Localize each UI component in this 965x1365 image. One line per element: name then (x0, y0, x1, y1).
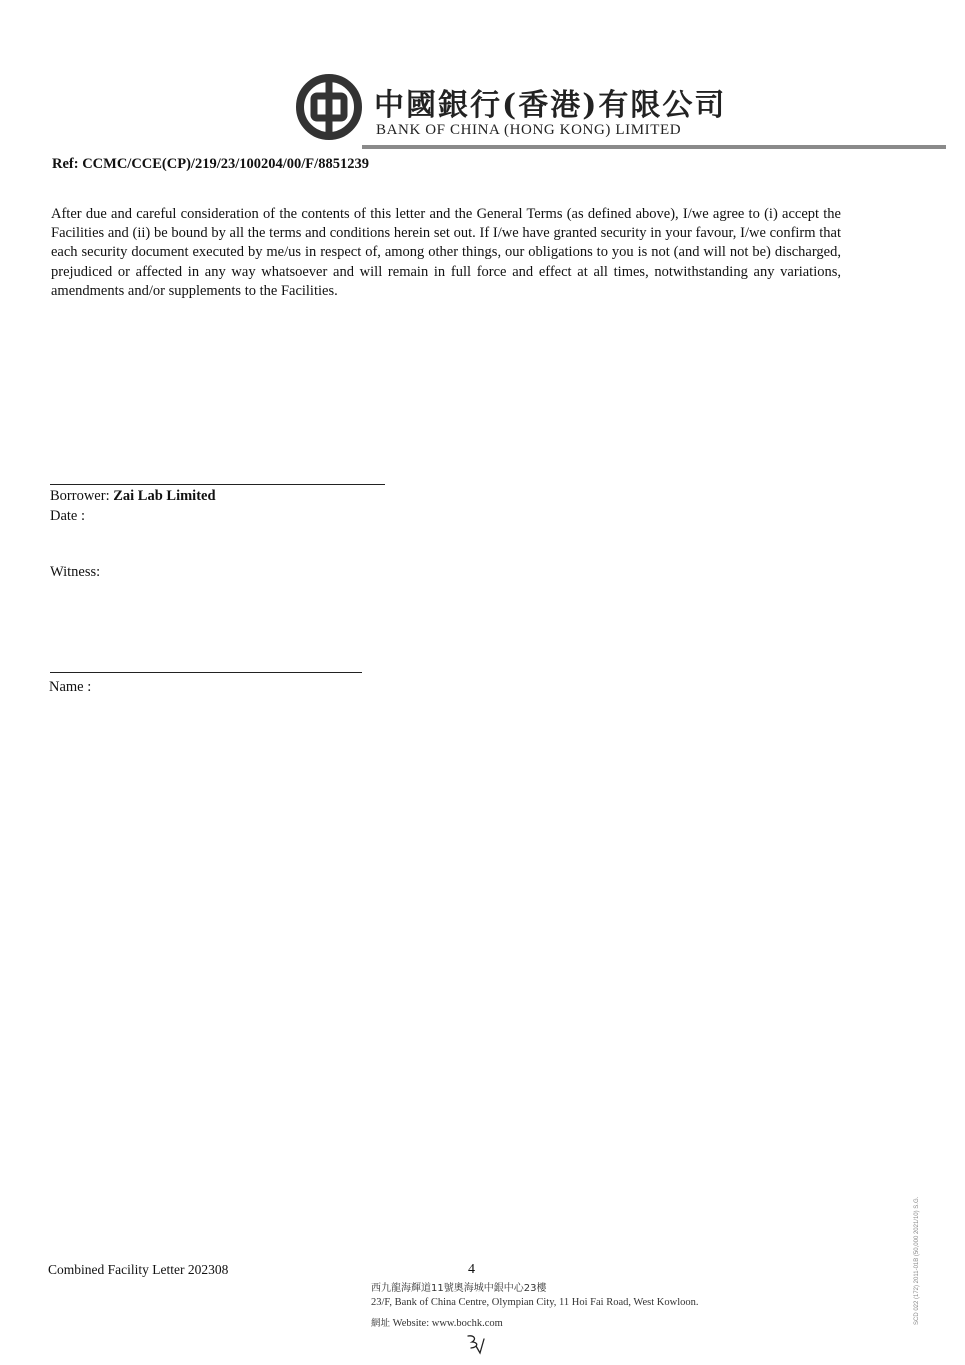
bank-name-chinese: 中國銀行(香港)有限公司 (374, 88, 727, 123)
footer-address-english: 23/F, Bank of China Centre, Olympian City, 11 Hoi Fai Road, West Kowloon. (371, 1297, 699, 1308)
bank-name-english: BANK OF CHINA (HONG KONG) LIMITED (376, 122, 682, 138)
date-label: Date : (50, 508, 86, 524)
handwritten-initials-icon (462, 1333, 488, 1355)
borrower-label: Borrower: (50, 488, 110, 504)
reference-number: Ref: CCMC/CCE(CP)/219/23/100204/00/F/8851239 (52, 156, 369, 172)
header-rule (362, 145, 946, 149)
page-number: 4 (468, 1262, 475, 1277)
footer-document-title: Combined Facility Letter 202308 (48, 1262, 229, 1277)
witness-signature-line (50, 672, 362, 673)
footer-address-chinese: 西九龍海輝道11號奧海城中銀中心23樓 (371, 1283, 547, 1294)
agreement-paragraph: After due and careful consideration of the contents of this letter and the General Terms (as defined above), I/we agree to (i) accept the Facilities and (ii) be bound by all the terms and conditions herein set out. If I/we have granted security in your favour, I/we confirm that each security document executed by me/us in respect of, among other things, our obligations to you is not (and will not be) discharged, prejudiced or affected in any way whatsoever and will remain in full force and effect at all times, notwithstanding any variations, amendments and/or supplements to the Facilities. (51, 206, 841, 299)
footer-website (371, 1315, 503, 1329)
bank-of-china-logo-icon (296, 74, 362, 140)
borrower-field (50, 488, 216, 505)
website-label-chinese: 網址 (371, 1318, 391, 1329)
form-code: SCD 022 (172) 2011-01B (50,000 2021/10) S.G. (914, 1196, 920, 1325)
borrower-name: Zai Lab Limited (113, 488, 216, 504)
witness-label: Witness: (50, 564, 101, 580)
borrower-signature-line (50, 484, 385, 485)
name-label: Name : (49, 679, 92, 695)
website-text: Website: www.bochk.com (392, 1318, 503, 1329)
